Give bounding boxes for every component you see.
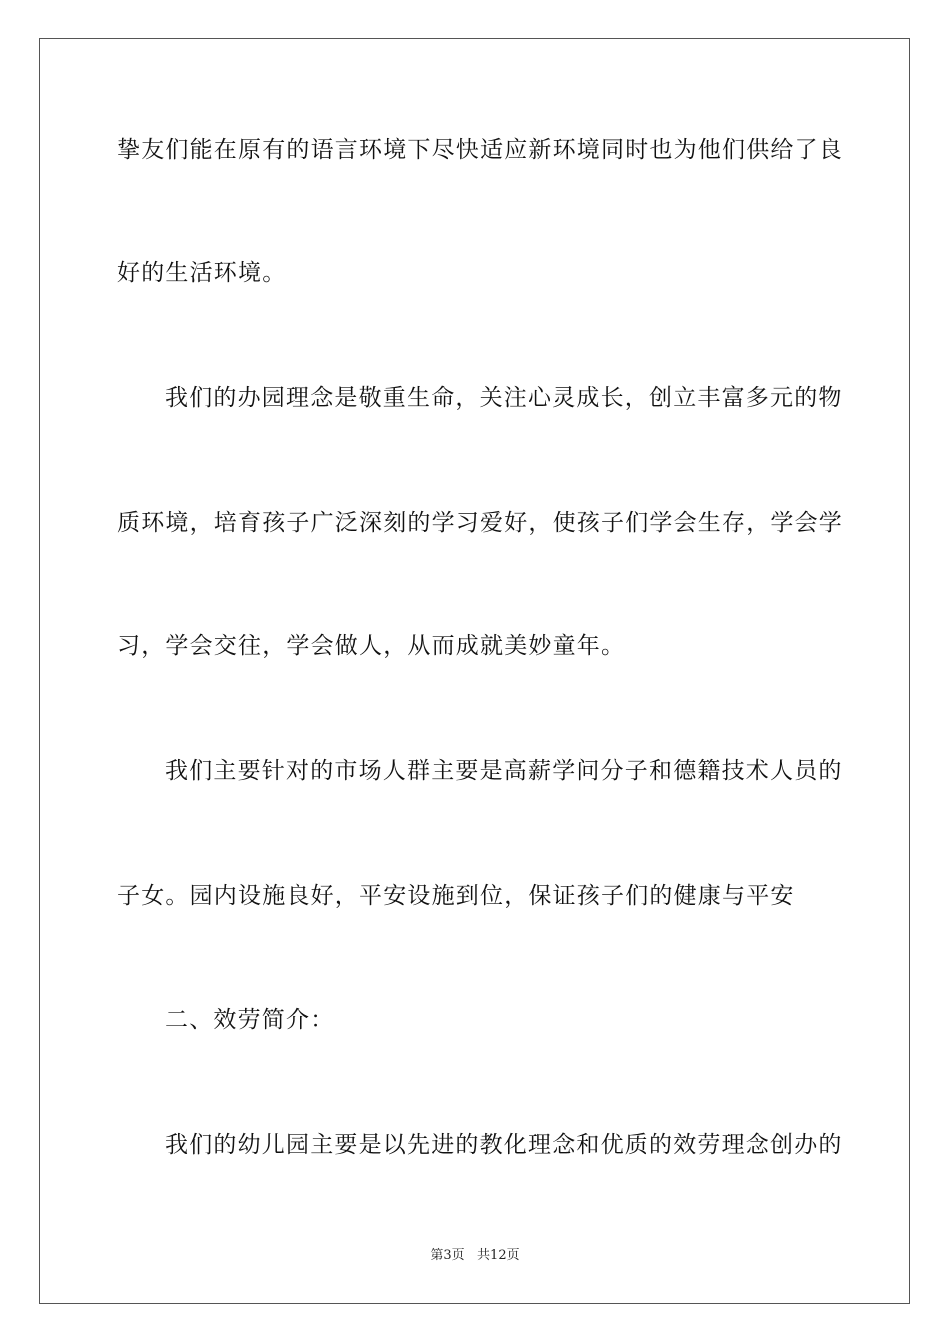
text-line-9: 我们的幼儿园主要是以先进的教化理念和优质的效劳理念创办的 bbox=[165, 1132, 843, 1158]
text-line-4: 质环境，培育孩子广泛深刻的学习爱好，使孩子们学会生存，学会学 bbox=[117, 510, 843, 536]
text-line-3: 我们的办园理念是敬重生命，关注心灵成长，创立丰富多元的物 bbox=[165, 385, 843, 411]
text-line-1: 挚友们能在原有的语言环境下尽快适应新环境同时也为他们供给了良 bbox=[117, 137, 843, 163]
text-line-7: 子女。园内设施良好，平安设施到位，保证孩子们的健康与平安 bbox=[117, 883, 795, 909]
section-heading: 二、效劳简介： bbox=[165, 1007, 335, 1033]
text-line-2: 好的生活环境。 bbox=[117, 260, 287, 286]
text-line-5: 习，学会交往，学会做人，从而成就美妙童年。 bbox=[117, 633, 626, 659]
page-border bbox=[39, 38, 910, 1304]
text-line-6: 我们主要针对的市场人群主要是高薪学问分子和德籍技术人员的 bbox=[165, 758, 843, 784]
page-number-footer: 第3页 共12页 bbox=[430, 1248, 520, 1263]
